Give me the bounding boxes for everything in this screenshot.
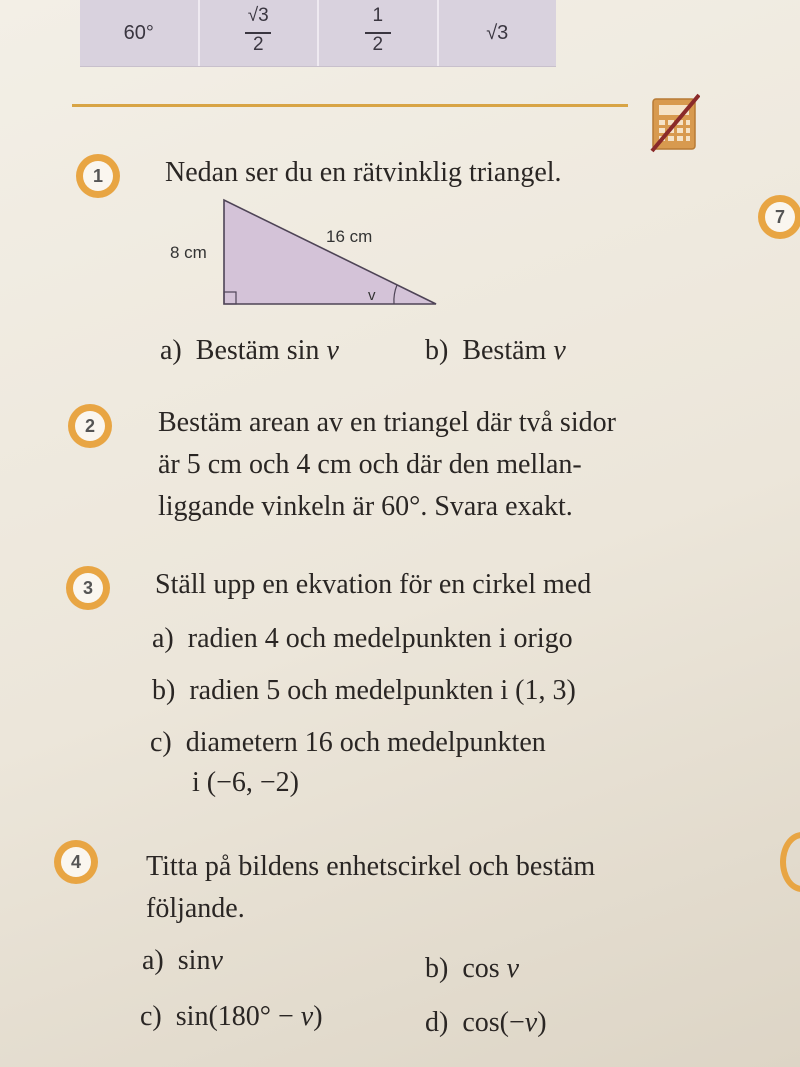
problem-3-part-a xyxy=(152,618,573,660)
problem-number: 3 xyxy=(73,573,103,603)
problem-number: 2 xyxy=(75,411,105,441)
part-text: radien 5 och medelpunkten i (1, 3) xyxy=(189,675,576,706)
part-text: Bestäm sin xyxy=(195,335,320,366)
table-cell-angle xyxy=(80,0,200,66)
part-prefix: d) xyxy=(425,1007,449,1038)
angle-variable: v xyxy=(210,945,223,976)
angle-variable: v xyxy=(524,1007,538,1038)
angle-variable: v xyxy=(300,1001,314,1032)
part-text: cos(− xyxy=(462,1007,525,1038)
triangle-shape xyxy=(224,200,436,304)
part-prefix: c) xyxy=(140,1001,162,1032)
part-prefix: b) xyxy=(152,675,176,706)
sin-fraction xyxy=(245,5,271,55)
angle-value: 60° xyxy=(123,21,154,44)
problem-1-part-b xyxy=(425,330,566,372)
sin-denominator: 2 xyxy=(252,33,264,55)
cos-numerator: 1 xyxy=(372,5,384,27)
side-label: 8 cm xyxy=(170,243,207,262)
problem-3-statement: Ställ upp en ekvation för en cirkel med xyxy=(155,569,592,600)
problem-2-line-1: Bestäm arean av en triangel där två sidor xyxy=(158,407,616,438)
part-close: ) xyxy=(313,1001,323,1032)
partial-badge-decoration xyxy=(780,832,800,892)
problem-number-badge xyxy=(76,154,120,198)
hypotenuse-label: 16 cm xyxy=(326,227,373,246)
angle-variable: v xyxy=(553,335,566,366)
problem-3-part-c-line-2: i (−6, −2) xyxy=(192,767,300,798)
part-text: radien 4 och medelpunkten i origo xyxy=(187,623,573,654)
part-text: diametern 16 och medelpunkten xyxy=(185,727,546,758)
part-text: sin(180° − xyxy=(175,1001,294,1032)
problem-number-badge xyxy=(68,404,112,448)
table-cell-cos xyxy=(319,0,439,66)
side-problem-badge xyxy=(758,195,800,239)
problem-2-line-2: är 5 cm och 4 cm och där den mellan- xyxy=(158,449,582,480)
problem-number: 1 xyxy=(83,161,113,191)
angle-label: v xyxy=(368,287,376,304)
problem-number-badge xyxy=(54,840,98,884)
sin-numerator: √3 xyxy=(247,5,269,27)
trig-table-row xyxy=(80,0,556,67)
part-text: cos xyxy=(462,953,500,984)
no-calculator-icon xyxy=(650,93,700,153)
table-cell-tan xyxy=(439,0,557,66)
problem-1-part-a xyxy=(160,330,339,372)
problem-4-part-a xyxy=(142,940,223,982)
problem-4-part-d xyxy=(425,1002,547,1044)
section-divider xyxy=(72,104,628,107)
problem-3-part-c xyxy=(150,722,546,764)
problem-number: 4 xyxy=(61,847,91,877)
problem-3-part-b xyxy=(152,670,576,712)
part-prefix: c) xyxy=(150,727,172,758)
problem-number-badge xyxy=(66,566,110,610)
side-problem-number: 7 xyxy=(765,202,795,232)
right-triangle-diagram xyxy=(160,195,460,315)
problem-1-statement: Nedan ser du en rätvinklig triangel. xyxy=(165,157,562,188)
cos-fraction xyxy=(365,5,391,55)
tan-value: √3 xyxy=(486,21,509,44)
part-text: sin xyxy=(177,945,211,976)
part-close: ) xyxy=(537,1007,547,1038)
part-prefix: a) xyxy=(152,623,174,654)
problem-4-line-2: följande. xyxy=(146,893,245,924)
part-prefix: b) xyxy=(425,953,449,984)
problem-4-part-b xyxy=(425,948,519,990)
angle-variable: v xyxy=(506,953,520,984)
problem-2-line-3: liggande vinkeln är 60°. Svara exakt. xyxy=(158,491,573,522)
cos-denominator: 2 xyxy=(372,33,384,55)
problem-4-part-c xyxy=(140,996,323,1038)
part-text: Bestäm xyxy=(462,335,547,366)
table-cell-sin xyxy=(200,0,320,66)
problem-4-line-1: Titta på bildens enhetscirkel och bestäm xyxy=(146,851,596,882)
part-prefix: a) xyxy=(160,335,182,366)
angle-variable: v xyxy=(326,335,339,366)
part-prefix: b) xyxy=(425,335,449,366)
part-prefix: a) xyxy=(142,945,164,976)
